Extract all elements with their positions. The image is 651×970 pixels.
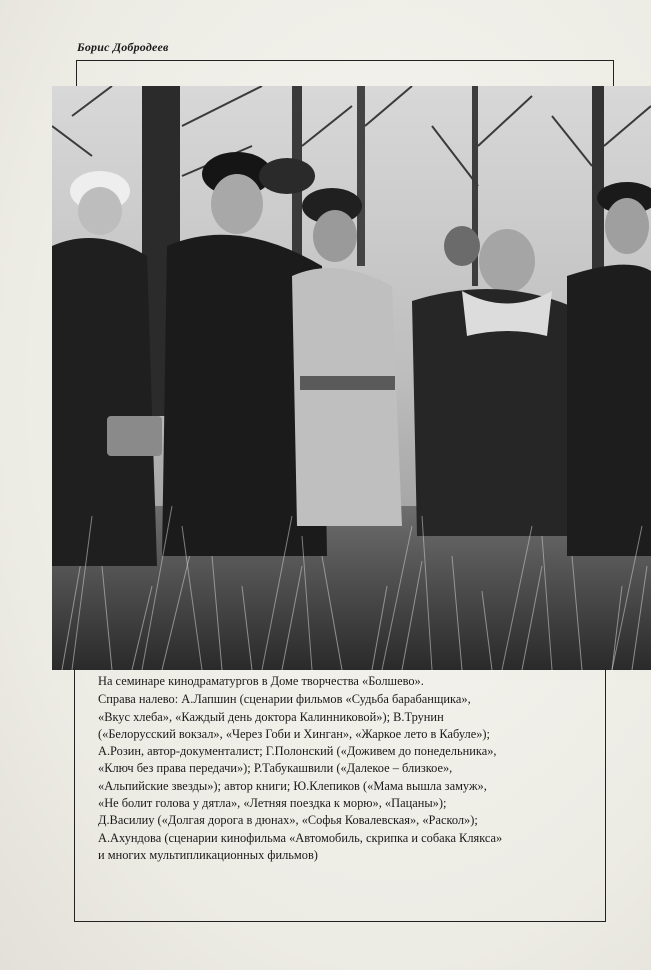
caption-line: «Не болит голова у дятла», «Летняя поездка к морю», «Пацаны»); (98, 796, 447, 811)
caption-line: Д.Василиу («Долгая дорога в дюнах», «Софья Ковалевская», «Раскол»); (98, 813, 478, 828)
photo-frame-top (76, 60, 614, 88)
caption-line: «Альпийские звезды»); автор книги; Ю.Клепиков («Мама вышла замуж», (98, 778, 487, 793)
photo-illustration-icon (52, 86, 651, 670)
caption-line: («Белорусский вокзал», «Через Гоби и Хинган», «Жаркое лето в Кабуле»); (98, 726, 490, 741)
photo-caption (98, 673, 598, 864)
caption-line: и многих мультипликационных фильмов) (98, 847, 318, 862)
caption-title: На семинаре кинодраматургов в Доме творчества «Болшево». (98, 674, 424, 688)
caption-line: А.Ахундова (сценарии кинофильма «Автомобиль, скрипка и собака Клякса» (98, 830, 503, 845)
caption-line: «Вкус хлеба», «Каждый день доктора Калинниковой»); В.Трунин (98, 709, 444, 724)
group-photo (52, 86, 651, 670)
running-head: Борис Добродеев (77, 40, 169, 54)
caption-line: «Ключ без права передачи»); Р.Табукашвили («Далекое – близкое», (98, 761, 453, 776)
caption-line: А.Розин, автор-документалист; Г.Полонский («Доживем до понедельника», (98, 744, 497, 759)
caption-line: Справа налево: А.Лапшин (сценарии фильмов «Судьба барабанщика», (98, 692, 471, 707)
